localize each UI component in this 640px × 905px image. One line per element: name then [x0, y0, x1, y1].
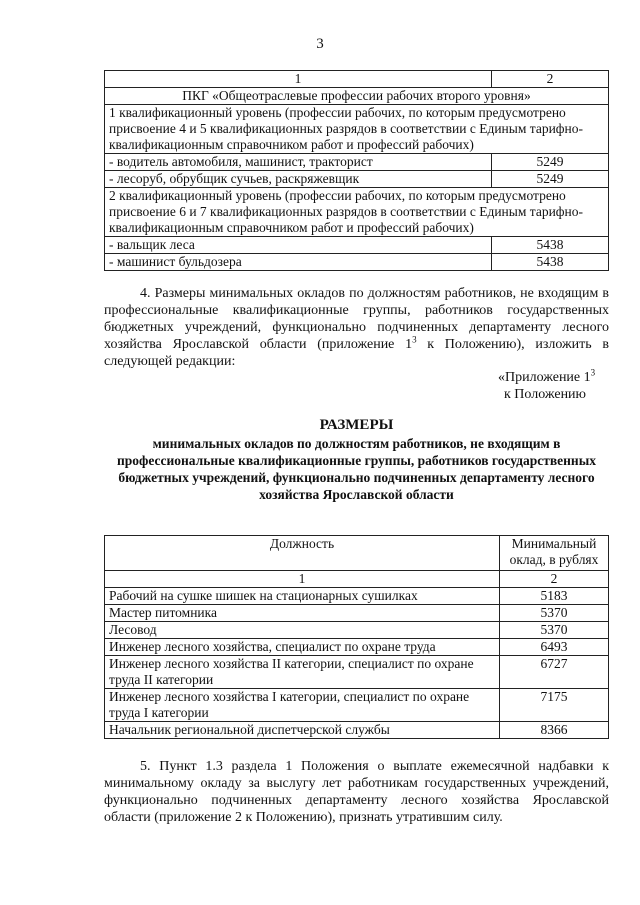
column-number: 2	[500, 571, 609, 588]
table-row	[105, 105, 609, 154]
salary-value: 5249	[492, 171, 609, 188]
paragraph-4-sup: 3	[412, 334, 417, 345]
profession-name: - водитель автомобиля, машинист, тракторист	[105, 154, 492, 171]
position-name: Рабочий на сушке шишек на стационарных сушилках	[105, 588, 500, 605]
position-name: Инженер лесного хозяйства I категории, специалист по охране труда I категории	[105, 689, 500, 722]
table-row	[105, 605, 609, 622]
column-number: 1	[105, 571, 500, 588]
salary-value: 5438	[492, 237, 609, 254]
table-row	[105, 237, 609, 254]
salary-value: 8366	[500, 722, 609, 739]
salary-header: Минимальный оклад, в рублях	[500, 536, 609, 571]
salary-value: 5370	[500, 605, 609, 622]
appendix-line2: к Положению	[504, 387, 587, 402]
salary-value: 5370	[500, 622, 609, 639]
table-row	[105, 254, 609, 271]
appendix-sup: 3	[590, 367, 596, 378]
table-header-row	[105, 71, 609, 88]
table-num-row	[105, 571, 609, 588]
skill-group-table	[104, 70, 609, 271]
paragraph-4-tail: к Положению), изложить в следующей редакции:	[104, 337, 609, 369]
position-name: Мастер питомника	[105, 605, 500, 622]
header-cell: 2	[492, 71, 609, 88]
level-text: 1 квалификационный уровень (профессии рабочих, по которым предусмотрено присвоение 4 и 5 квалификационных разрядов в соответствии с Единым тарифно-квалификационным справочником работ и профессий рабочих)	[105, 105, 609, 154]
header-cell: 1	[105, 71, 492, 88]
profession-name: - лесоруб, обрубщик сучьев, раскряжевщик	[105, 171, 492, 188]
salary-value: 5249	[492, 154, 609, 171]
position-name: Инженер лесного хозяйства, специалист по охране труда	[105, 639, 500, 656]
table-row	[105, 154, 609, 171]
table-header-row	[105, 536, 609, 571]
table-row	[105, 656, 609, 689]
document-subtitle: минимальных окладов по должностям работников, не входящим в профессиональные квалификационные группы, работников государственных бюджетных учреждений, функционально подчиненных департаменту лесного хозяйства Ярославской области	[116, 436, 597, 502]
table-row	[105, 639, 609, 656]
appendix-reference	[498, 369, 595, 403]
group-title-row	[105, 88, 609, 105]
paragraph-5-text: 5. Пункт 1.3 раздела 1 Положения о выплате ежемесячной надбавки к минимальному окладу за выслугу лет работникам государственных учреждений, функционально подчиненных департаменту лесного хозяйства Ярославской области (приложение 2 к Положению), признать утратившим силу.	[104, 759, 609, 825]
table-row	[105, 188, 609, 237]
page-number: 3	[316, 36, 324, 52]
level-text: 2 квалификационный уровень (профессии рабочих, по которым предусмотрено присвоение 6 и 7 квалификационных разрядов в соответствии с Единым тарифно-квалификационным справочником работ и профессий рабочих)	[105, 188, 609, 237]
salary-value: 5183	[500, 588, 609, 605]
group-title: ПКГ «Общеотраслевые профессии рабочих второго уровня»	[105, 88, 609, 105]
salary-table	[104, 535, 609, 739]
paragraph-4-text: 4. Размеры минимальных окладов по должностям работников, не входящим в профессиональные квалификационные группы, работников государственных бюджетных учреждений, функционально подчиненных департаменту лесного хозяйства Ярославской области (приложение 1	[104, 286, 609, 352]
position-name: Начальник региональной диспетчерской службы	[105, 722, 500, 739]
salary-value: 6727	[500, 656, 609, 689]
profession-name: - машинист бульдозера	[105, 254, 492, 271]
paragraph-5	[104, 758, 609, 826]
position-name: Лесовод	[105, 622, 500, 639]
table-row	[105, 588, 609, 605]
document-title: РАЗМЕРЫ	[319, 417, 394, 433]
position-name: Инженер лесного хозяйства II категории, специалист по охране труда II категории	[105, 656, 500, 689]
paragraph-4	[104, 285, 609, 370]
appendix-line1: «Приложение 1	[498, 370, 591, 385]
salary-value: 5438	[492, 254, 609, 271]
salary-value: 7175	[500, 689, 609, 722]
profession-name: - вальщик леса	[105, 237, 492, 254]
table-row	[105, 689, 609, 722]
table-row	[105, 622, 609, 639]
salary-value: 6493	[500, 639, 609, 656]
position-header: Должность	[105, 536, 500, 571]
table-row	[105, 722, 609, 739]
table-row	[105, 171, 609, 188]
